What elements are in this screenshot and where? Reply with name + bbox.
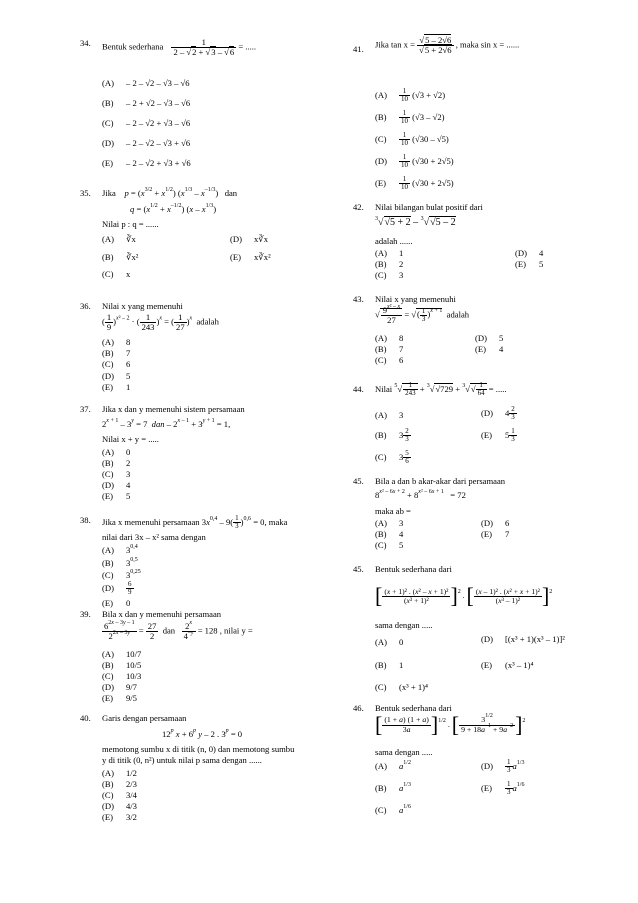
option-a[interactable]: (A) 3 bbox=[375, 410, 404, 420]
question-number: 39. bbox=[80, 609, 91, 619]
question-number: 44. bbox=[353, 384, 364, 394]
option-c[interactable]: (C) 3 bbox=[375, 270, 404, 280]
option-b[interactable]: (B) 7 bbox=[102, 348, 131, 358]
option-d[interactable]: (D) [(x³ + 1)(x³ – 1)]² bbox=[481, 634, 565, 644]
right-column: 41. Jika tan x = $\frac{√5 - 2√6}{√5 + 2√6}$ , maka sin x = ...... (A) $\frac{1}{10}$ (√3 + √2) (B) $\frac{1}{10}$ (√3 – √2) (C) $\frac{1}{10}$ (√30 – √5) (D) $\frac{1}{10}$ (√30 + 2√5) (E) $\frac{1}{10}$ (√30 + 2√5) 42. Nilai bilangan bulat positif dari $^3$√√5 + 2 – $^3$√√5 – 2 adalah ...... (A) 1 (D) 4 (B) 2 (E) 5 (C) 3 43. Nilai x yang memenuhi √ $\frac{9^{x^2 - x}}{27}$ = √( $\frac{1}{3}$ )$^{x + 1}$ adalah (A) 8 (D) 5 (B) 7 (E) 4 (C) 6 44. Nilai $^5$√ $\frac{1}{243}$ + $^3$√√729 + $^3$√√ $\frac{1}{64}$ = ..... (A) 3 (D) 4 $\frac{2}{3}$ (B) 3 $\frac{2}{3}$ (E) 5 $\frac{1}{3}$ (C) 3 $\frac{5}{6}$ 45. Bila a dan b akar-akar dari persamaan $8^{x^2 - 6x + 2} + 8^{x^2 - 6x + 1}$ = 72 maka ab = (A) 3 (D) 6 (B) 4 (E) 7 (C) 5 45. Bentuk sederhana dari [ $\frac{\text{(x + 1)² . (x² – x + 1)²}}{\text{(x³ + 1)²}}$ ]$^2$ . [ $\frac{\text{(x – 1)² . (x² + x + 1)²}}{\text{(x³ – 1)²}}$ ]$^2$ sama dengan ..... (A) 0 (D) [(x³ + 1)(x³ – 1)]² (B) 1 (E) (x³ – 1)⁴ (C) (x³ + 1)⁴ 46. Bentuk sederhana dari [ $\frac{(1 + a) (1 + a)}{3a}$ ]$^{1/2}$ . [ $\frac{3^{1/2}}{9 + 18a^{-1} + 9a^{-2}}$ ]$^2$ sama dengan ..... (A) $a^{1/2}$ (D) $\frac{1}{3}$ $a^{1/3}$ (B) $a^{1/3}$ (E) $\frac{1}{3}$ $a^{1/6}$ (C) $a^{1/6}$ bbox=[353, 35, 565, 815]
option-e[interactable]: (E) 5 $\frac{1}{3}$ bbox=[481, 427, 515, 444]
option-b[interactable]: (B) 7 bbox=[375, 344, 404, 354]
question-stem: Jika bbox=[102, 188, 116, 198]
question-stem: Nilai x yang memenuhi bbox=[102, 301, 183, 311]
option-c[interactable]: (C) (x³ + 1)⁴ bbox=[375, 682, 429, 692]
option-a[interactable]: (A) 1/2 bbox=[102, 768, 137, 778]
option-e[interactable]: (E) 4 bbox=[475, 344, 504, 354]
option-c[interactable]: (C) $a^{1/6}$ bbox=[375, 804, 411, 815]
option-d[interactable]: (D) $\frac{1}{3}$ $a^{1/3}$ bbox=[481, 758, 525, 775]
option-b[interactable]: (B) 3 $\frac{2}{3}$ bbox=[375, 427, 409, 444]
question-number: 36. bbox=[80, 301, 91, 311]
option-b[interactable]: (B) 2/3 bbox=[102, 779, 137, 789]
option-c[interactable]: (C) 3$^{0,25}$ bbox=[102, 569, 141, 580]
option-c[interactable]: (C) 3/4 bbox=[102, 790, 137, 800]
option-a[interactable]: (A) 8 bbox=[375, 333, 404, 343]
question-number: 42. bbox=[353, 202, 364, 212]
option-a[interactable]: (A) 1 bbox=[375, 248, 404, 258]
option-a[interactable]: (A) $\frac{1}{10}$ (√3 + √2) bbox=[375, 87, 446, 104]
formula: $\frac{6^{2x - 3y - 1}}{2^{2x - 3y}}$ = $\frac{27}{2}$ dan $\frac{2^x}{4^{-y}}$ = 128 , nilai y = bbox=[104, 620, 253, 642]
option-d[interactable]: (D) x∛x bbox=[230, 234, 269, 244]
option-e[interactable]: (E) 9/5 bbox=[102, 693, 137, 703]
option-e[interactable]: (E) 5 bbox=[102, 491, 131, 501]
option-d[interactable]: (D) 5 bbox=[102, 371, 131, 381]
option-a[interactable]: (A) $a^{1/2}$ bbox=[375, 760, 411, 771]
option-a[interactable]: (A) ∛x bbox=[102, 234, 136, 244]
question-stem: Garis dengan persamaan bbox=[102, 713, 187, 723]
question-number: 46. bbox=[353, 703, 364, 713]
option-e[interactable]: (E) – 2 – √2 + √3 + √6 bbox=[102, 158, 191, 168]
option-a[interactable]: (A) 3 bbox=[375, 518, 404, 528]
option-c[interactable]: (C) 6 bbox=[375, 355, 404, 365]
option-a[interactable]: (A) 10/7 bbox=[102, 649, 142, 659]
question-number: 45. bbox=[353, 564, 364, 574]
question-stem: Nilai bilangan bulat positif dari bbox=[375, 202, 483, 212]
option-b[interactable]: (B) $a^{1/3}$ bbox=[375, 782, 411, 793]
option-a[interactable]: (A) 0 bbox=[102, 447, 131, 457]
option-d[interactable]: (D) 9/7 bbox=[102, 682, 137, 692]
option-d[interactable]: (D) 4 bbox=[102, 480, 131, 490]
option-d[interactable]: (D) – 2 – √2 – √3 + √6 bbox=[102, 138, 191, 148]
option-b[interactable]: (B) ∛x² bbox=[102, 252, 139, 262]
option-c[interactable]: (C) 10/3 bbox=[102, 671, 142, 681]
question-stem: Bila a dan b akar-akar dari persamaan bbox=[375, 476, 506, 486]
option-c[interactable]: (C) 6 bbox=[102, 359, 131, 369]
option-c[interactable]: (C) 5 bbox=[375, 540, 404, 550]
option-d[interactable]: (D) $\frac{1}{10}$ (√30 + 2√5) bbox=[375, 153, 454, 170]
option-b[interactable]: (B) 10/5 bbox=[102, 660, 142, 670]
option-c[interactable]: (C) 3 $\frac{5}{6}$ bbox=[375, 449, 409, 466]
formula: 12$^p$ $x + 6^p$ y – 2 . 3$^p$ = 0 bbox=[162, 728, 243, 739]
option-e[interactable]: (E) 0 bbox=[102, 598, 131, 608]
option-e[interactable]: (E) 7 bbox=[481, 529, 510, 539]
question-stem: Jika x dan y memenuhi sistem persamaan bbox=[102, 404, 245, 414]
question-number: 43. bbox=[353, 294, 364, 304]
formula: $^3$√√5 + 2 – $^3$√√5 – 2 bbox=[375, 216, 456, 228]
option-d[interactable]: (D) 4/3 bbox=[102, 801, 137, 811]
option-c[interactable]: (C) x bbox=[102, 269, 131, 279]
option-b[interactable]: (B) 3$^{0,5}$ bbox=[102, 557, 138, 568]
question-number: 41. bbox=[353, 44, 364, 54]
question-stem: Jika x memenuhi persamaan bbox=[102, 516, 200, 527]
question-number: 37. bbox=[80, 404, 91, 414]
question-stem: Nilai bbox=[375, 383, 393, 394]
option-d[interactable]: (D) 6 bbox=[481, 518, 510, 528]
left-column: 34. Bentuk sederhana $\frac{1}{2 - √2 + √3 - √6}$ = ..... (A) – 2 – √2 – √3 – √6 (B) – 2 + √2 – √3 – √6 (C) – 2 – √2 + √3 – √6 (D) – 2 – √2 – √3 + √6 (E) – 2 – √2 + √3 + √6 35. Jika $p = (x^{3/2} + x^{1/2})$ $(x^{1/3} - x^{-1/3})$ dan $q = (x^{1/2} + x^{-1/2})$ $(x - x^{1/3})$ Nilai p : q = ...... (A) ∛x (D) x∛x (B) ∛x² (E) x∛x² (C) x 36. Nilai x yang memenuhi ( $\frac{1}{9}$ )$^{x^2 - 2}$ · ( $\frac{1}{243}$ )$^x$ = ( $\frac{1}{27}$ )$^x$ adalah (A) 8 (B) 7 (C) 6 (D) 5 (E) 1 37. Jika x dan y memenuhi sistem persamaan $2^{x + 1} - 3^y = 7$ dan – $2^{x - 1} + 3^{y + 1} = 1$, Nilai x + y = ..... (A) 0 (B) 2 (C) 3 (D) 4 (E) 5 38. Jika x memenuhi persamaan $3x^{0,4} - 9$( $\frac{1}{3}$ )$^{0,6}$ = 0, maka nilai dari 3x – x² sama dengan (A) 3$^{0,4}$ (B) 3$^{0,5}$ (C) 3$^{0,25}$ (D) $\frac{6}{9}$ (E) 0 39. Bila x dan y memenuhi persamaan $\frac{6^{2x - 3y - 1}}{2^{2x - 3y}}$ = $\frac{27}{2}$ dan $\frac{2^x}{4^{-y}}$ = 128 , nilai y = (A) 10/7 (B) 10/5 (C) 10/3 (D) 9/7 (E) 9/5 40. Garis dengan persamaan 12$^p$ $x + 6^p$ y – 2 . 3$^p$ = 0 memotong sumbu x di titik (n, 0) dan memotong sumbu y di titik (0, n²) untuk nilai p sama dengan ...... (A) 1/2 (B) 2/3 (C) 3/4 (D) 4/3 (E) 3/2 bbox=[80, 37, 295, 822]
option-d[interactable]: (D) $\frac{6}{9}$ bbox=[102, 580, 132, 597]
formula: [ $\frac{(1 + a) (1 + a)}{3a}$ ]$^{1/2}$ . [ $\frac{3^{1/2}}{9 + 18a^{-1} + 9a^{-2}}$ ]$^2$ bbox=[375, 712, 526, 737]
question-stem: Bila x dan y memenuhi persamaan bbox=[102, 609, 222, 619]
option-e[interactable]: (E) 5 bbox=[515, 259, 544, 269]
option-a[interactable]: (A) 3$^{0,4}$ bbox=[102, 544, 138, 555]
question-number: 38. bbox=[80, 515, 91, 525]
option-c[interactable]: (C) – 2 – √2 + √3 – √6 bbox=[102, 118, 191, 128]
option-b[interactable]: (B) 4 bbox=[375, 529, 404, 539]
option-e[interactable]: (E) $\frac{1}{3}$ $a^{1/6}$ bbox=[481, 780, 525, 797]
formula: ( $\frac{1}{9}$ )$^{x^2 - 2}$ · ( $\frac{1}{243}$ )$^x$ = ( $\frac{1}{27}$ )$^x$ adalah bbox=[102, 312, 219, 333]
question-number: 34. bbox=[80, 38, 91, 48]
option-d[interactable]: (D) 4 $\frac{2}{3}$ bbox=[481, 405, 515, 422]
question-stem: Nilai x yang memenuhi bbox=[375, 294, 456, 304]
option-e[interactable]: (E) $\frac{1}{10}$ (√30 + 2√5) bbox=[375, 175, 454, 192]
formula: [ $\frac{\text{(x + 1)² . (x² – x + 1)²}}{\text{(x³ + 1)²}}$ ]$^2$ . [ $\frac{\text{(x – 1)² . (x² + x + 1)²}}{\text{(x³ – 1)²}}$ ]$^2$ bbox=[375, 583, 553, 608]
formula: $2^{x + 1} - 3^y = 7$ dan – $2^{x - 1} + 3^{y + 1} = 1$, bbox=[102, 418, 231, 429]
formula: $\frac{1}{2 - √2 + √3 - √6}$ bbox=[173, 37, 235, 58]
question-stem: Jika tan x = bbox=[375, 39, 415, 50]
option-e[interactable]: (E) 3/2 bbox=[102, 812, 137, 822]
option-c[interactable]: (C) 3 bbox=[102, 469, 131, 479]
question-number: 45. bbox=[353, 476, 364, 486]
option-c[interactable]: (C) $\frac{1}{10}$ (√30 – √5) bbox=[375, 131, 449, 148]
formula: $8^{x^2 - 6x + 2} + 8^{x^2 - 6x + 1}$ = 72 bbox=[375, 489, 466, 500]
option-d[interactable]: (D) 5 bbox=[475, 333, 504, 343]
option-e[interactable]: (E) 1 bbox=[102, 382, 131, 392]
option-a[interactable]: (A) – 2 – √2 – √3 – √6 bbox=[102, 78, 190, 88]
question-stem: Bentuk sederhana bbox=[102, 41, 164, 52]
question-stem: Bentuk sederhana dari bbox=[375, 564, 452, 574]
question-number: 35. bbox=[80, 188, 91, 198]
option-b[interactable]: (B) 1 bbox=[375, 660, 404, 670]
option-d[interactable]: (D) 4 bbox=[515, 248, 544, 258]
option-e[interactable]: (E) x∛x² bbox=[230, 252, 271, 262]
option-e[interactable]: (E) (x³ – 1)⁴ bbox=[481, 660, 534, 670]
option-a[interactable]: (A) 0 bbox=[375, 637, 404, 647]
option-a[interactable]: (A) 8 bbox=[102, 337, 131, 347]
formula: √ $\frac{9^{x^2 - x}}{27}$ = √( $\frac{1}{3}$ )$^{x + 1}$ adalah bbox=[375, 304, 470, 326]
option-b[interactable]: (B) 2 bbox=[375, 259, 404, 269]
question-stem: Bentuk sederhana dari bbox=[375, 703, 452, 713]
question-number: 40. bbox=[80, 713, 91, 723]
option-b[interactable]: (B) 2 bbox=[102, 458, 131, 468]
option-b[interactable]: (B) – 2 + √2 – √3 – √6 bbox=[102, 98, 191, 108]
option-b[interactable]: (B) $\frac{1}{10}$ (√3 – √2) bbox=[375, 109, 445, 126]
